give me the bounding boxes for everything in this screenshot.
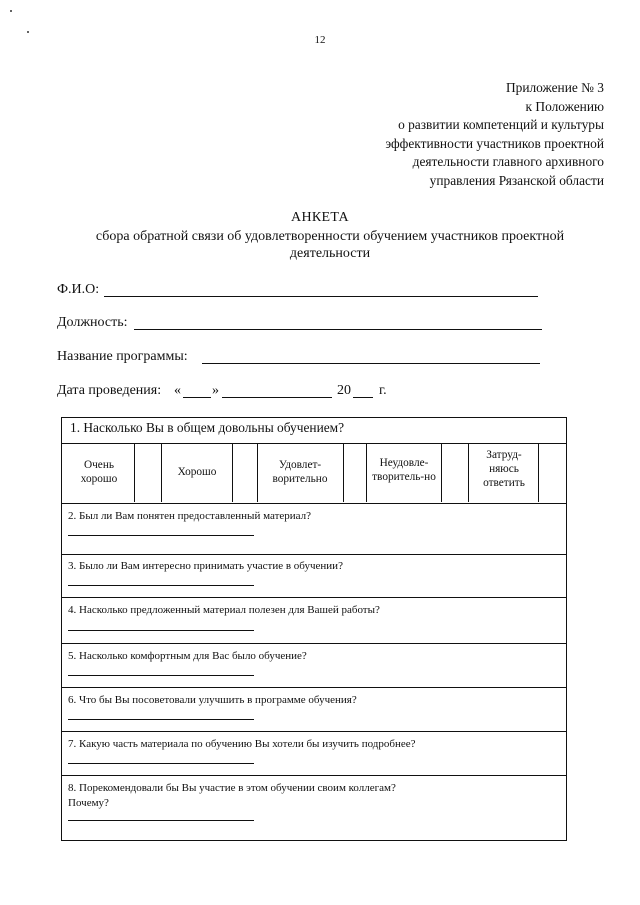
date-close-quote: » — [212, 383, 219, 398]
question-2: 2. Был ли Вам понятен предоставленный материал? — [68, 510, 311, 522]
date-month-field[interactable] — [222, 397, 332, 398]
appendix-line: Приложение № 3 — [505, 80, 604, 95]
question-8: 8. Порекомендовали бы Вы участие в этом обучении своим коллегам? — [68, 782, 396, 794]
divider — [62, 554, 566, 555]
position-field[interactable] — [134, 329, 542, 330]
divider — [468, 444, 469, 502]
question-7: 7. Какую часть материала по обучению Вы хотели бы изучить подробнее? — [68, 738, 416, 750]
question-1: 1. Насколько Вы в общем довольны обучением? — [70, 420, 345, 435]
answer-field-3[interactable] — [68, 585, 254, 586]
divider — [257, 444, 258, 502]
date-label: Дата проведения: — [57, 383, 162, 398]
divider — [134, 444, 135, 502]
answer-field-8[interactable] — [68, 820, 254, 821]
position-label: Должность: — [57, 315, 128, 330]
divider — [62, 687, 566, 688]
date-year-suffix: г. — [379, 383, 387, 398]
question-3: 3. Было ли Вам интересно принимать участие в обучении? — [68, 560, 343, 572]
rating-checkbox-good[interactable] — [234, 446, 256, 500]
rating-checkbox-hard-to-say[interactable] — [540, 446, 566, 500]
divider — [62, 503, 566, 504]
rating-checkbox-unsatisfactory[interactable] — [443, 446, 467, 500]
divider — [441, 444, 442, 502]
rating-option-hard-to-say: Затруд-няюсь ответить — [483, 449, 525, 489]
appendix-line: к Положению — [525, 98, 604, 114]
fio-field[interactable] — [104, 296, 538, 297]
rating-checkbox-very-good[interactable] — [136, 446, 160, 500]
answer-field-2[interactable] — [68, 535, 254, 536]
divider — [343, 444, 344, 502]
date-open-quote: « — [174, 383, 181, 398]
divider — [62, 775, 566, 776]
question-5: 5. Насколько комфортным для Вас было обучение? — [68, 650, 307, 662]
scan-dot — [10, 10, 12, 12]
appendix-line: деятельности главного архивного — [412, 154, 604, 170]
answer-field-6[interactable] — [68, 719, 254, 720]
question-4: 4. Насколько предложенный материал полезен для Вашей работы? — [68, 604, 380, 616]
divider — [62, 731, 566, 732]
appendix-line: управления Рязанской области — [429, 172, 604, 188]
rating-checkbox-satisfactory[interactable] — [345, 446, 365, 500]
date-year-field[interactable] — [353, 397, 373, 398]
date-day-field[interactable] — [183, 397, 211, 398]
rating-option-satisfactory: Удовлет-ворительно — [272, 459, 328, 485]
document-subtitle: сбора обратной связи об удовлетворенности обучением участников проектной деятельности — [95, 229, 565, 261]
rating-option-unsatisfactory: Неудовле-творитель-но — [372, 457, 436, 483]
appendix-line: эффективности участников проектной — [385, 135, 604, 151]
question-6: 6. Что бы Вы посоветовали улучшить в программе обучения? — [68, 694, 357, 706]
divider — [62, 597, 566, 598]
divider — [62, 443, 566, 444]
divider — [538, 444, 539, 502]
page-number: 12 — [314, 34, 326, 46]
answer-field-4[interactable] — [68, 630, 254, 631]
program-field[interactable] — [202, 363, 540, 364]
divider — [161, 444, 162, 502]
divider — [232, 444, 233, 502]
program-label: Название программы: — [57, 349, 188, 364]
answer-field-7[interactable] — [68, 763, 254, 764]
date-year-prefix: 20 — [337, 383, 351, 398]
divider — [62, 643, 566, 644]
question-8-followup: Почему? — [68, 797, 109, 809]
fio-label: Ф.И.О: — [57, 282, 100, 297]
answer-field-5[interactable] — [68, 675, 254, 676]
scan-dot — [27, 31, 29, 33]
appendix-line: о развитии компетенций и культуры — [398, 117, 604, 133]
appendix-header — [385, 79, 604, 191]
divider — [366, 444, 367, 502]
survey-form — [61, 417, 567, 841]
document-title: АНКЕТА — [291, 210, 349, 225]
rating-option-very-good: Очень хорошо — [80, 459, 118, 485]
rating-option-good: Хорошо — [177, 466, 217, 478]
